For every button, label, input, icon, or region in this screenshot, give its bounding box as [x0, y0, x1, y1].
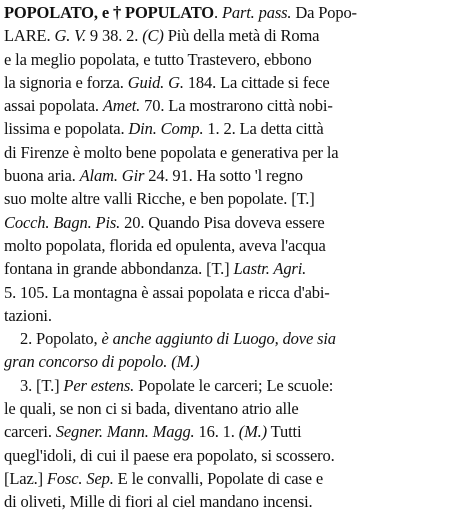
italic-text: Segner. Mann. Magg. — [55, 422, 195, 442]
italic-text: Amet. — [102, 96, 141, 116]
entry-text: e la meglio popolata, e tutto Trastevero, ebbono — [4, 49, 312, 69]
entry-line — [4, 257, 468, 280]
entry-line — [4, 350, 468, 373]
entry-text: Popolate le carceri; Le scuole: — [134, 375, 334, 395]
italic-text: Cocch. Bagn. Pis. — [4, 212, 121, 232]
entry-text: tazioni. — [4, 305, 52, 325]
italic-text: Per estens. — [63, 375, 135, 395]
entry-line — [4, 374, 468, 397]
entry-text: di Firenze è molto bene popolata e generativa per la — [4, 142, 339, 162]
italic-text: Guid. G. — [127, 72, 184, 92]
entry-text: 70. La mostrarono città nobi- — [140, 96, 333, 116]
entry-text: 2. Popolato, — [20, 329, 102, 349]
entry-line — [4, 164, 468, 187]
italic-text: G. V. — [54, 26, 86, 46]
entry-text: lissima e popolata. — [4, 119, 129, 139]
dictionary-entry — [4, 1, 468, 512]
entry-line — [4, 187, 468, 210]
entry-text: . — [213, 3, 222, 22]
entry-text: Più della metà di Roma — [163, 26, 320, 46]
entry-line — [4, 467, 468, 490]
entry-line — [4, 117, 468, 140]
italic-text: Alam. Gir — [79, 166, 145, 186]
entry-text: quegl'idoli, di cui il paese era popolato, si scossero. — [4, 445, 335, 465]
entry-text: molto popolata, florida ed opulenta, aveva l'acqua — [4, 235, 326, 255]
entry-text: 9 38. 2. — [85, 26, 143, 46]
entry-text: di oliveti, Mille di fiori al ciel mandano incensi. — [4, 492, 313, 512]
entry-text: 20. Quando Pisa doveva essere — [120, 212, 325, 232]
italic-text: (C) — [142, 26, 164, 46]
italic-text: Din. Comp. — [128, 119, 204, 139]
entry-text: 1. 2. La detta città — [203, 119, 324, 139]
entry-text: le quali, se non ci si bada, diventano atrio alle — [4, 399, 299, 419]
entry-line — [4, 94, 468, 117]
entry-line — [4, 141, 468, 164]
entry-text: [Laz.] — [4, 468, 47, 488]
entry-text: la signoria e forza. — [4, 72, 128, 92]
entry-text: 16. 1. — [194, 422, 239, 442]
italic-text: (M.) — [171, 352, 200, 372]
entry-text: Tutti — [267, 422, 302, 442]
entry-line — [4, 48, 468, 71]
entry-line — [4, 444, 468, 467]
entry-line — [4, 234, 468, 257]
entry-text: buona aria. — [4, 166, 80, 186]
italic-text: Part. pass. — [221, 3, 292, 22]
entry-text: 24. 91. Ha sotto 'l regno — [144, 166, 303, 186]
entry-line — [4, 327, 468, 350]
entry-line — [4, 304, 468, 327]
entry-text: 184. La cittade si fece — [183, 72, 330, 92]
entry-text: 3. [T.] — [20, 375, 64, 395]
entry-line — [4, 1, 468, 24]
italic-text: (M.) — [238, 422, 267, 442]
entry-text: LARE. — [4, 26, 55, 46]
entry-line — [4, 211, 468, 234]
entry-text: 5. 105. La montagna è assai popolata e ricca d'abi- — [4, 282, 330, 302]
entry-line — [4, 24, 468, 47]
entry-text: suo molte altre valli Ricche, e ben popolate. [T.] — [4, 189, 315, 209]
entry-line — [4, 490, 468, 513]
entry-text: fontana in grande abbondanza. [T.] — [4, 259, 234, 279]
headword: POPOLATO, e † POPULATO — [4, 3, 214, 22]
entry-text: carceri. — [4, 422, 56, 442]
entry-line — [4, 71, 468, 94]
italic-text: gran concorso di popolo. — [4, 352, 168, 372]
entry-line — [4, 397, 468, 420]
entry-line — [4, 420, 468, 443]
entry-text: Da Popo- — [291, 3, 357, 22]
entry-line — [4, 281, 468, 304]
italic-text: Fosc. Sep. — [46, 468, 114, 488]
entry-text: assai popolata. — [4, 96, 103, 116]
entry-text: E le convalli, Popolate di case e — [113, 468, 324, 488]
italic-text: Lastr. Agri. — [233, 259, 307, 279]
italic-text: è anche aggiunto di Luogo, dove sia — [101, 329, 336, 349]
